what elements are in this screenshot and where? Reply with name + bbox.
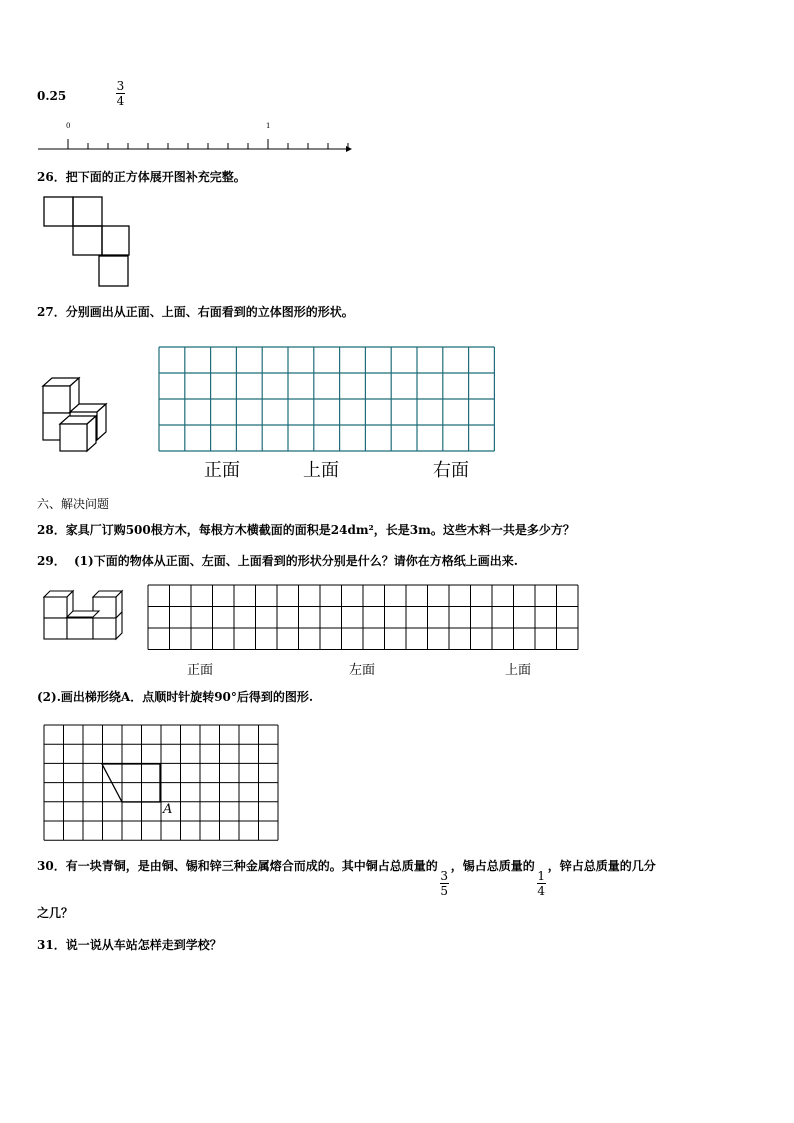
label-top: 上面 — [303, 460, 339, 481]
label-top-q29: 上面 — [505, 663, 532, 678]
number-line-value: 0.25 — [37, 89, 67, 103]
label-front-q29: 正面 — [187, 663, 214, 678]
fraction-denominator: 4 — [116, 94, 125, 108]
frac1-numerator: 3 — [440, 869, 449, 883]
section-title: 六、解决问题 — [37, 497, 110, 511]
tick-label-zero: 0 — [66, 122, 71, 130]
question-29-part1: (1)下面的物体从正面、左面、上面看到的形状分别是什么？请你在方格纸上画出来. — [74, 554, 518, 568]
question-28: 28．家具厂订购500根方木，每根方木横截面的面积是24dm²，长是3m。这些木料一共是多少方？ — [37, 523, 575, 537]
question-30-line1 — [37, 857, 656, 898]
point-a-label: A — [163, 802, 173, 817]
frac1-denominator: 5 — [440, 884, 449, 898]
question-30-text-c: ，锌占总质量的几分 — [547, 859, 656, 873]
fraction-numerator: 3 — [116, 79, 125, 93]
question-29-number: 29． — [37, 554, 66, 568]
question-31: 31．说一说从车站怎样走到学校？ — [37, 938, 222, 952]
question-30-text-b: ，锡占总质量的 — [450, 859, 535, 873]
tick-label-one: 1 — [266, 122, 271, 130]
frac2-denominator: 4 — [537, 884, 546, 898]
label-front: 正面 — [204, 460, 240, 481]
question-29-part2: (2).画出梯形绕A．点顺时针旋转90°后得到的图形. — [37, 690, 314, 704]
question-26: 26．把下面的正方体展开图补充完整。 — [37, 170, 246, 184]
question-30-line2: 之几？ — [37, 906, 74, 920]
label-left-q29: 左面 — [349, 663, 376, 678]
question-27: 27．分别画出从正面、上面、右面看到的立体图形的形状。 — [37, 305, 354, 319]
frac2-numerator: 1 — [537, 869, 546, 883]
label-right: 右面 — [433, 460, 469, 481]
question-30-text-a: 30．有一块青铜，是由铜、锡和锌三种金属熔合而成的。其中铜占总质量的 — [37, 859, 438, 873]
